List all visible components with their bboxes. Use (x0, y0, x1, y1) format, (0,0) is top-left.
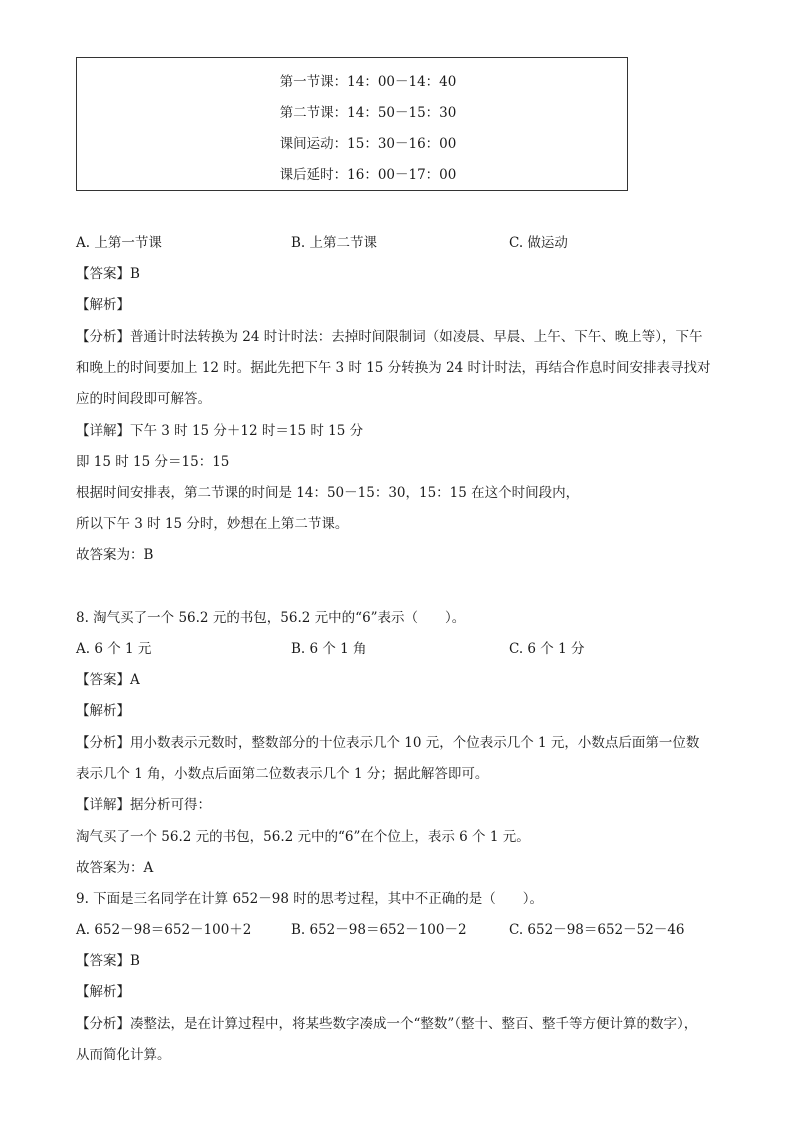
schedule-line-3: 课间运动：15：30－16：00 (279, 136, 457, 152)
q7-option-a: A. 上第一节课 (76, 235, 162, 251)
q7-analysis-line-1: 【分析】普通计时法转换为 24 时计时法：去掉时间限制词（如凌晨、早晨、上午、下午、晚上等），下午 (76, 329, 703, 345)
q8-stem: 8. 淘气买了一个 56.2 元的书包，56.2 元中的“6”表示（ ）。 (76, 610, 466, 626)
q9-answer: 【答案】B (76, 953, 140, 969)
q9-option-a: A. 652－98＝652－100＋2 (76, 922, 252, 938)
q8-detail-line-2: 淘气买了一个 56.2 元的书包，56.2 元中的“6”在个位上，表示 6 个 1 元。 (76, 829, 530, 845)
q7-analysis-line-2: 和晚上的时间要加上 12 时。据此先把下午 3 时 15 分转换为 24 时计时法，再结合作息时间安排表寻找对 (76, 360, 711, 376)
schedule-line-2: 第二节课：14：50－15：30 (279, 105, 457, 121)
q7-detail-line-5: 故答案为：B (76, 547, 154, 563)
q9-option-b: B. 652－98＝652－100－2 (291, 922, 467, 938)
q8-detail-line-3: 故答案为：A (76, 860, 154, 876)
schedule-line-1: 第一节课：14：00－14：40 (279, 74, 457, 90)
q8-option-c: C. 6 个 1 分 (509, 641, 585, 657)
q7-detail-line-3: 根据时间安排表，第二节课的时间是 14：50－15：30，15：15 在这个时间段内， (76, 485, 580, 501)
q8-analysis-line-1: 【分析】用小数表示元数时，整数部分的十位表示几个 10 元，个位表示几个 1 元，小数点后面第一位数 (76, 735, 700, 751)
q8-analysis-line-2: 表示几个 1 角，小数点后面第二位数表示几个 1 分；据此解答即可。 (76, 766, 489, 782)
q8-detail-line-1: 【详解】据分析可得： (76, 797, 211, 813)
q7-detail-line-4: 所以下午 3 时 15 分时，妙想在上第二节课。 (76, 516, 349, 532)
q8-analysis-heading: 【解析】 (76, 703, 130, 719)
q9-analysis-line-1: 【分析】凑整法，是在计算过程中，将某些数字凑成一个“整数”（整十、整百、整千等方便计算的数字）， (76, 1016, 698, 1032)
q8-option-b: B. 6 个 1 角 (291, 641, 367, 657)
q7-detail-line-1: 【详解】下午 3 时 15 分＋12 时＝15 时 15 分 (76, 423, 364, 439)
q7-detail-line-2: 即 15 时 15 分＝15：15 (76, 454, 230, 470)
schedule-line-4: 课后延时：16：00－17：00 (279, 167, 457, 183)
q8-option-a: A. 6 个 1 元 (76, 641, 152, 657)
q7-answer: 【答案】B (76, 266, 140, 282)
q9-analysis-line-2: 从而简化计算。 (76, 1047, 171, 1063)
q8-answer: 【答案】A (76, 672, 140, 688)
schedule-table (76, 57, 628, 191)
q7-analysis-heading: 【解析】 (76, 297, 130, 313)
q7-option-c: C. 做运动 (509, 235, 568, 251)
q7-analysis-line-3: 应的时间段即可解答。 (76, 391, 211, 407)
q7-option-b: B. 上第二节课 (291, 235, 378, 251)
q9-option-c: C. 652－98＝652－52－46 (509, 922, 685, 938)
q9-stem: 9. 下面是三名同学在计算 652－98 时的思考过程，其中不正确的是（ ）。 (76, 891, 543, 907)
q9-analysis-heading: 【解析】 (76, 984, 130, 1000)
